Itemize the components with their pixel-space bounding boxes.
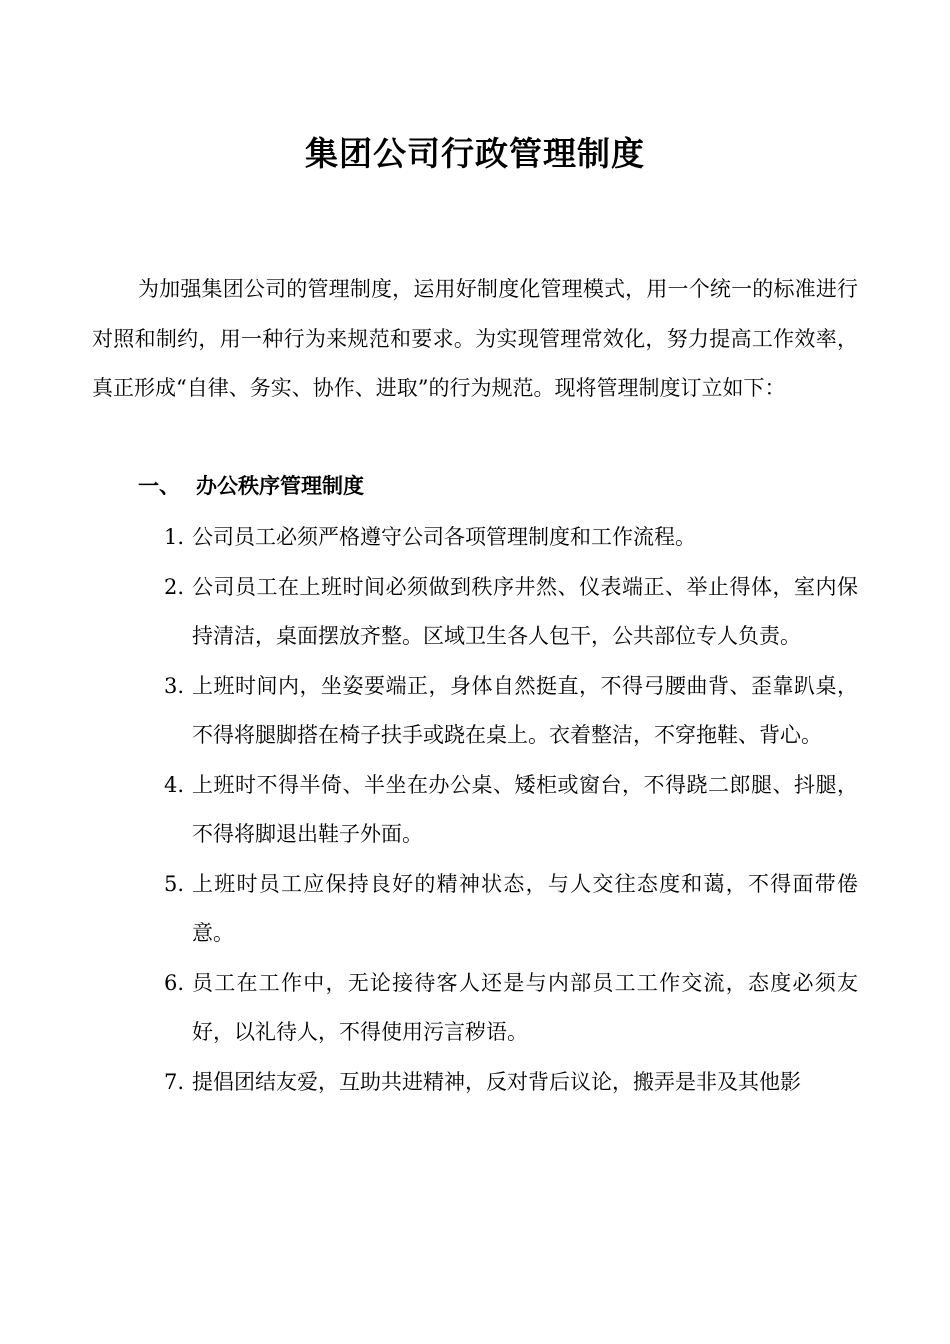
list-item (164, 662, 858, 761)
section-title: 办公秩序管理制度 (196, 474, 364, 498)
document-title: 集团公司行政管理制度 (305, 134, 645, 173)
list-item-number: 2. (164, 574, 185, 599)
list-item (164, 761, 858, 860)
list-item-text: 上班时间内，坐姿要端正，身体自然挺直，不得弓腰曲背、歪靠趴桌，不得将腿脚搭在椅子扶手或跷在桌上。衣着整洁，不穿拖鞋、背心。 (192, 673, 858, 747)
list-item-number: 7. (164, 1069, 185, 1094)
list-item-number: 5. (164, 871, 185, 896)
list-item-text: 提倡团结友爱，互助共进精神，反对背后议论，搬弄是非及其他影 (192, 1069, 801, 1094)
list-item (164, 513, 858, 563)
list-item-number: 6. (164, 970, 185, 995)
list-item-number: 4. (164, 772, 185, 797)
list-item (164, 563, 858, 662)
section-heading (138, 464, 364, 508)
list-item (164, 860, 858, 959)
list-item-number: 1. (164, 525, 185, 549)
list-item-text: 上班时不得半倚、半坐在办公桌、矮柜或窗台，不得跷二郎腿、抖腿，不得将脚退出鞋子外面。 (192, 772, 858, 846)
list-item-text: 上班时员工应保持良好的精神状态，与人交往态度和蔼，不得面带倦意。 (192, 871, 858, 945)
list-item (164, 1058, 858, 1108)
list-item-text: 公司员工在上班时间必须做到秩序井然、仪表端正、举止得体，室内保持清洁，桌面摆放齐整。区域卫生各人包干，公共部位专人负责。 (192, 574, 858, 648)
rules-list (164, 513, 858, 1107)
section-number: 一、 (138, 474, 180, 498)
list-item-text: 员工在工作中，无论接待客人还是与内部员工工作交流，态度必须友好，以礼待人，不得使用污言秽语。 (192, 970, 858, 1044)
intro-paragraph: 为加强集团公司的管理制度，运用好制度化管理模式，用一个统一的标准进行对照和制约，用一种行为来规范和要求。为实现管理常效化，努力提高工作效率，真正形成“自律、务实、协作、进取”的行为规范。现将管理制度订立如下： (92, 277, 858, 400)
list-item-text: 公司员工必须严格遵守公司各项管理制度和工作流程。 (192, 525, 696, 549)
list-item-number: 3. (164, 673, 185, 698)
list-item (164, 959, 858, 1058)
